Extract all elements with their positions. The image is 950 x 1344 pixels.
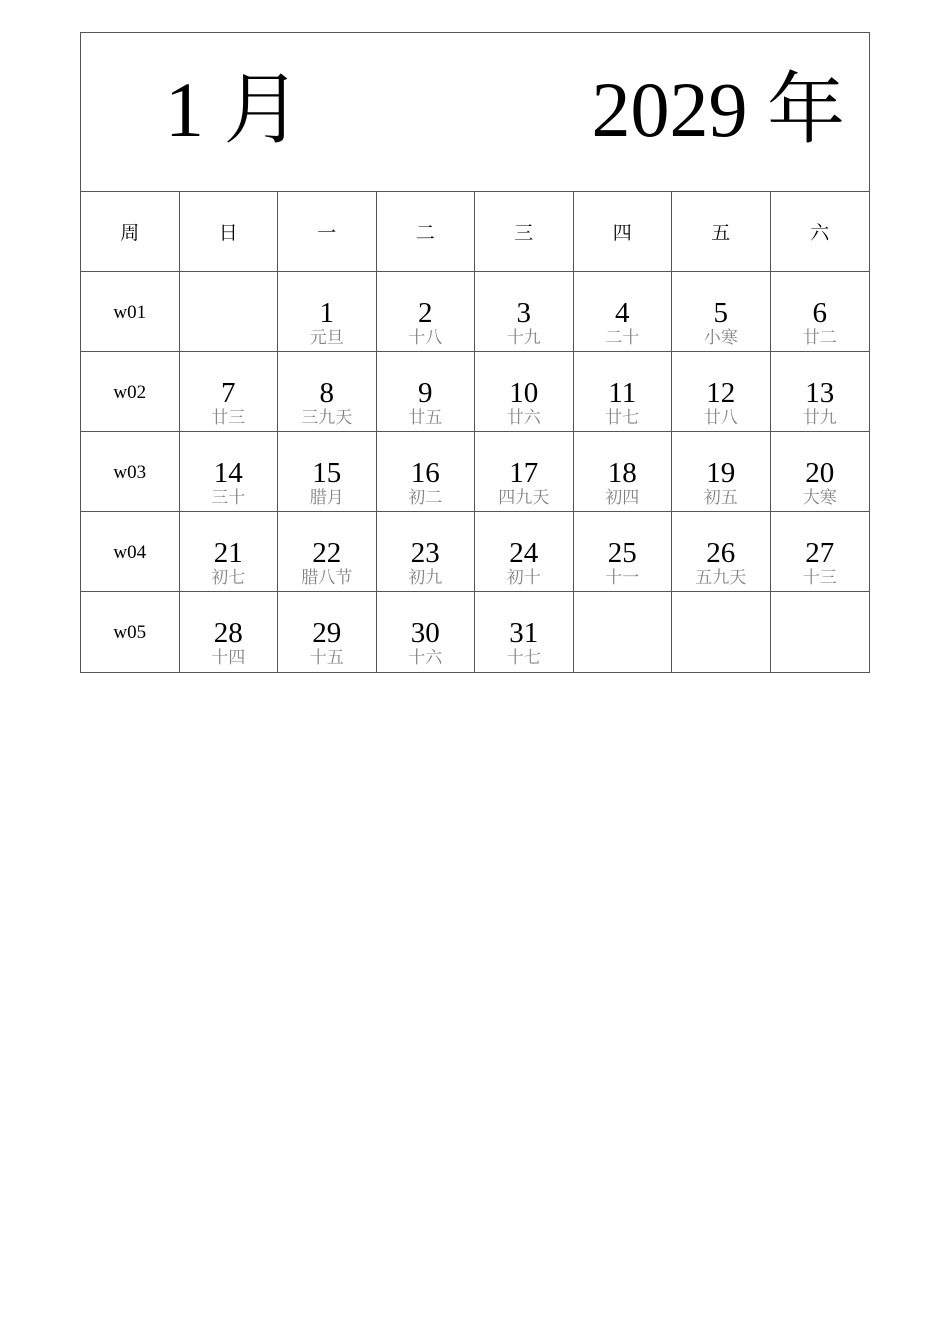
day-cell[interactable] xyxy=(574,352,673,431)
day-number: 17 xyxy=(509,457,539,489)
day-cell[interactable] xyxy=(574,272,673,351)
lunar-date: 廿六 xyxy=(506,408,541,428)
day-number: 6 xyxy=(812,297,827,329)
lunar-date: 初九 xyxy=(408,568,443,588)
day-number: 1 xyxy=(319,297,334,329)
day-cell[interactable] xyxy=(672,352,771,431)
lunar-date: 廿二 xyxy=(802,328,837,348)
day-cell[interactable] xyxy=(771,592,870,672)
day-number: 21 xyxy=(213,537,243,569)
weekday-saturday: 六 xyxy=(810,222,830,244)
lunar-date: 十一 xyxy=(605,568,640,588)
lunar-date: 十八 xyxy=(408,328,443,348)
lunar-date: 廿八 xyxy=(703,408,738,428)
weekday-friday: 五 xyxy=(672,192,771,271)
day-cell[interactable] xyxy=(574,432,673,511)
day-cell[interactable] xyxy=(672,272,771,351)
week-row xyxy=(81,592,869,672)
lunar-date: 十三 xyxy=(802,568,837,588)
week-number-cell xyxy=(81,432,180,511)
week-row xyxy=(81,432,869,512)
week-label: w04 xyxy=(113,542,147,563)
lunar-date: 腊月 xyxy=(309,488,344,508)
lunar-date: 元旦 xyxy=(309,328,344,348)
day-cell[interactable] xyxy=(377,512,476,591)
week-number-cell xyxy=(81,352,180,431)
day-cell[interactable] xyxy=(672,592,771,672)
day-number: 28 xyxy=(213,617,243,649)
lunar-date: 廿七 xyxy=(605,408,640,428)
day-number: 25 xyxy=(607,537,637,569)
day-number: 24 xyxy=(509,537,539,569)
day-cell[interactable] xyxy=(377,352,476,431)
lunar-date: 十四 xyxy=(211,648,246,668)
day-number: 7 xyxy=(221,377,236,409)
day-cell[interactable] xyxy=(180,352,279,431)
day-cell[interactable] xyxy=(475,592,574,672)
lunar-date: 小寒 xyxy=(703,328,738,348)
day-cell[interactable] xyxy=(278,272,377,351)
day-cell[interactable] xyxy=(574,512,673,591)
day-cell[interactable] xyxy=(574,592,673,672)
day-number: 10 xyxy=(509,377,539,409)
calendar xyxy=(80,32,870,673)
day-number: 30 xyxy=(410,617,440,649)
weekday-thursday: 四 xyxy=(574,192,673,271)
day-number: 27 xyxy=(805,537,835,569)
day-number: 11 xyxy=(608,377,637,409)
lunar-date: 廿五 xyxy=(408,408,443,428)
day-number: 26 xyxy=(706,537,736,569)
day-cell[interactable] xyxy=(278,352,377,431)
weekday-header-row xyxy=(81,192,869,272)
day-number: 20 xyxy=(805,457,835,489)
day-number: 19 xyxy=(706,457,736,489)
day-cell[interactable] xyxy=(278,432,377,511)
day-number: 2 xyxy=(418,297,433,329)
day-cell[interactable] xyxy=(672,512,771,591)
week-number-cell xyxy=(81,512,180,591)
week-row xyxy=(81,512,869,592)
day-cell[interactable] xyxy=(475,432,574,511)
day-cell[interactable] xyxy=(672,432,771,511)
day-cell[interactable] xyxy=(475,352,574,431)
lunar-date: 三十 xyxy=(211,488,246,508)
week-label: w03 xyxy=(113,462,147,483)
day-cell[interactable] xyxy=(180,512,279,591)
day-cell[interactable] xyxy=(475,272,574,351)
year-title: 2029 年 xyxy=(591,66,845,153)
day-number: 13 xyxy=(805,377,835,409)
month-title: 1 月 xyxy=(165,66,302,153)
lunar-date: 廿九 xyxy=(802,408,837,428)
lunar-date: 二十 xyxy=(605,328,640,348)
lunar-date: 初十 xyxy=(506,568,541,588)
week-label: w02 xyxy=(113,382,147,403)
day-cell[interactable] xyxy=(377,592,476,672)
week-row xyxy=(81,272,869,352)
week-label: w01 xyxy=(113,302,147,323)
lunar-date: 初四 xyxy=(605,488,640,508)
lunar-date: 十七 xyxy=(506,648,541,668)
day-number: 18 xyxy=(607,457,637,489)
day-number: 31 xyxy=(509,617,539,649)
weekday-sunday: 日 xyxy=(180,192,279,271)
day-number: 8 xyxy=(319,377,334,409)
lunar-date: 五九天 xyxy=(695,568,747,588)
week-number-cell xyxy=(81,272,180,351)
day-number: 16 xyxy=(410,457,440,489)
day-number: 5 xyxy=(713,297,728,329)
day-number: 14 xyxy=(213,457,243,489)
lunar-date: 十六 xyxy=(408,648,443,668)
week-number-cell xyxy=(81,592,180,672)
day-number: 15 xyxy=(312,457,342,489)
day-number: 23 xyxy=(410,537,440,569)
day-cell[interactable] xyxy=(771,272,870,351)
day-cell[interactable] xyxy=(180,592,279,672)
weekday-wednesday: 三 xyxy=(475,192,574,271)
day-cell[interactable] xyxy=(377,432,476,511)
lunar-date: 大寒 xyxy=(802,488,837,508)
day-number: 3 xyxy=(516,297,531,329)
lunar-date: 十九 xyxy=(506,328,541,348)
day-cell[interactable] xyxy=(278,512,377,591)
day-cell[interactable] xyxy=(377,272,476,351)
week-label: w05 xyxy=(113,622,147,643)
day-number: 22 xyxy=(312,537,342,569)
lunar-date: 腊八节 xyxy=(301,568,353,588)
day-number: 29 xyxy=(312,617,342,649)
weekday-tuesday: 二 xyxy=(377,192,476,271)
weekday-monday: 一 xyxy=(278,192,377,271)
lunar-date: 初二 xyxy=(408,488,443,508)
day-cell[interactable] xyxy=(180,432,279,511)
lunar-date: 廿三 xyxy=(211,408,246,428)
lunar-date: 十五 xyxy=(309,648,344,668)
day-cell[interactable] xyxy=(771,432,870,511)
day-number: 9 xyxy=(418,377,433,409)
day-cell[interactable] xyxy=(475,512,574,591)
day-cell[interactable] xyxy=(278,592,377,672)
day-cell[interactable] xyxy=(771,512,870,591)
calendar-header xyxy=(81,33,869,192)
lunar-date: 三九天 xyxy=(301,408,353,428)
day-cell[interactable] xyxy=(771,352,870,431)
day-number: 4 xyxy=(615,297,630,329)
day-number: 12 xyxy=(706,377,736,409)
weekday-week-header: 周 xyxy=(81,192,180,271)
lunar-date: 初七 xyxy=(211,568,246,588)
week-row xyxy=(81,352,869,432)
day-cell[interactable] xyxy=(180,272,279,351)
lunar-date: 四九天 xyxy=(498,488,550,508)
lunar-date: 初五 xyxy=(703,488,738,508)
